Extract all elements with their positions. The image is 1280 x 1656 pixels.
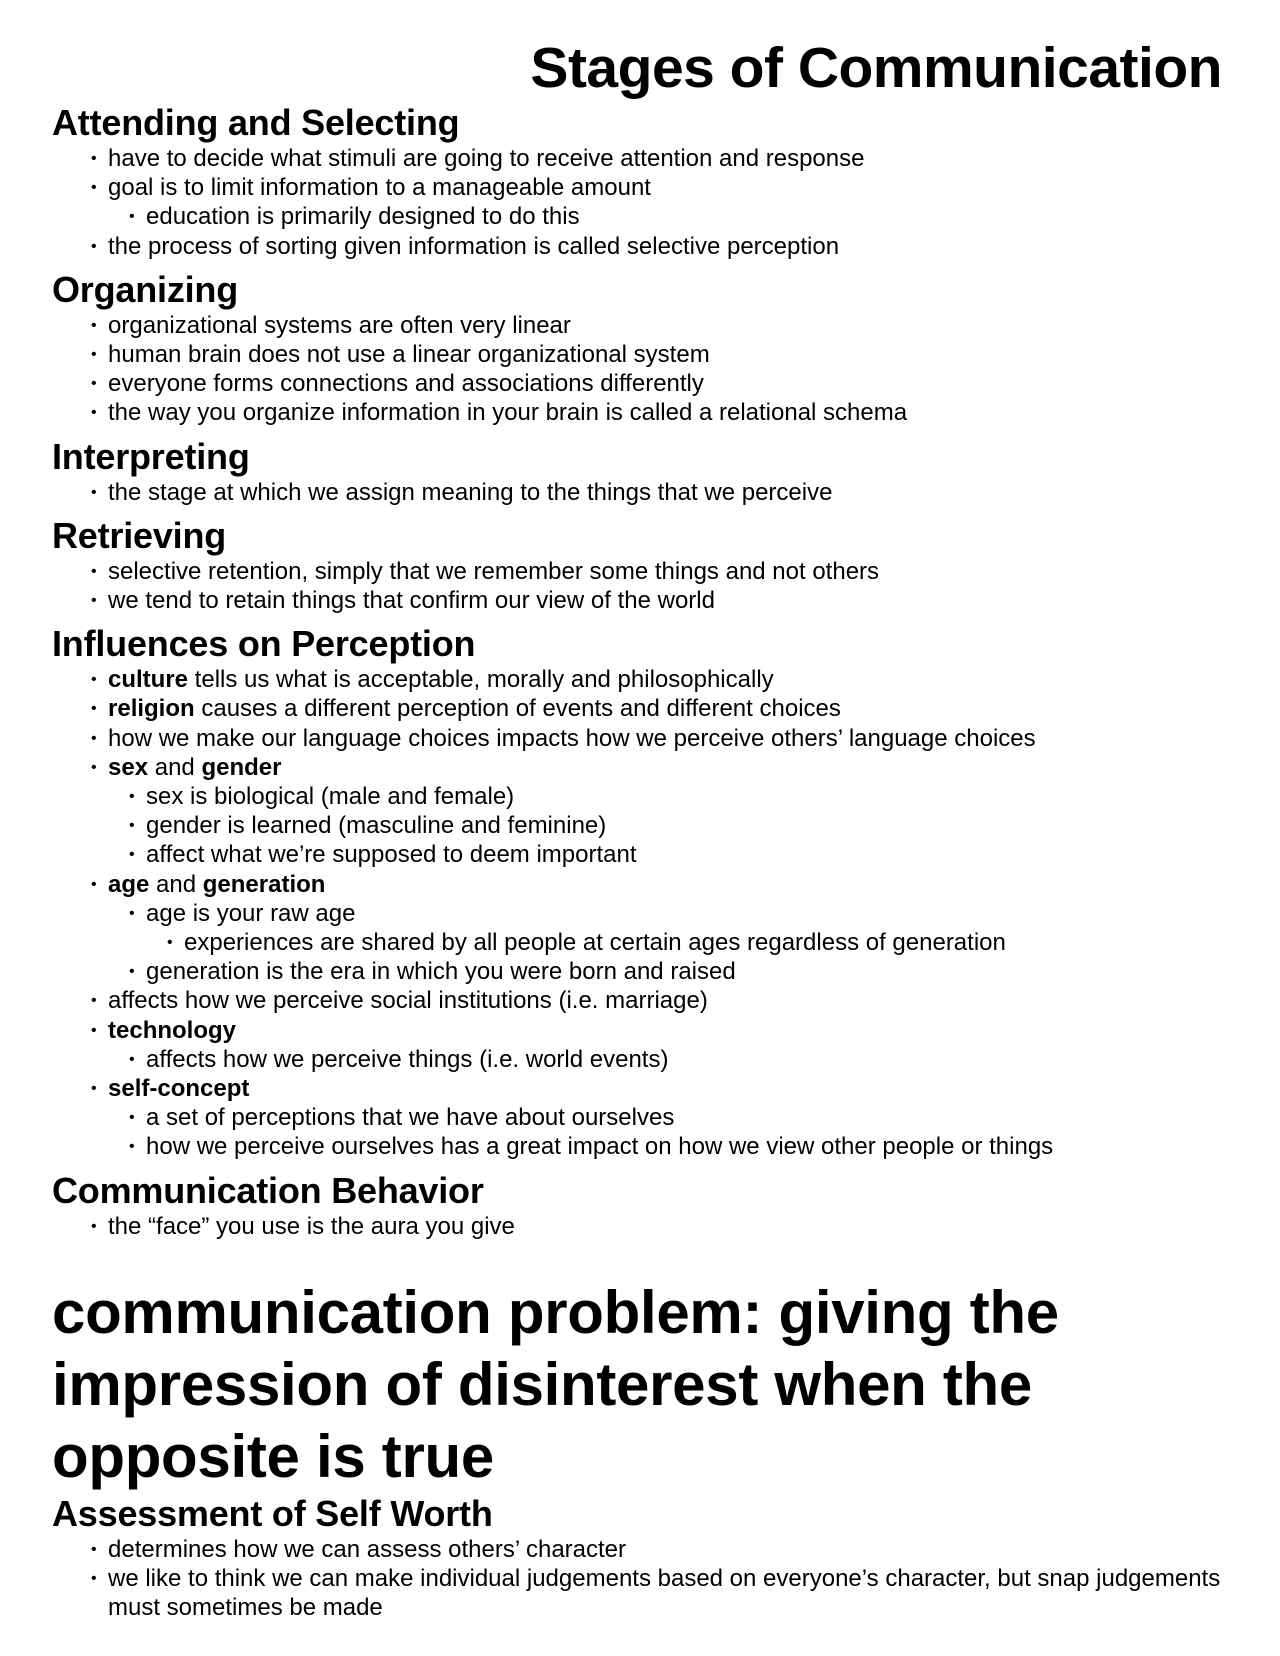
bullet-text: affects how we perceive social institutions (i.e. marriage) (108, 987, 708, 1015)
bullet-text: goal is to limit information to a manageable amount (108, 174, 651, 202)
bullet-list (52, 557, 1242, 615)
bullet-item (108, 478, 1242, 507)
bullet-text: affects how we perceive things (i.e. world events) (146, 1045, 669, 1073)
bullet-text: how we make our language choices impacts how we perceive others’ language choices (108, 724, 1036, 752)
section-heading: Organizing (52, 268, 238, 310)
bullet-item (108, 557, 1242, 586)
final-section-container (52, 1493, 1242, 1623)
bullet-item (108, 398, 1242, 427)
bullet-item (108, 1212, 1242, 1241)
bullet-text: experiences are shared by all people at certain ages regardless of generation (184, 929, 1006, 957)
bullet-text: we tend to retain things that confirm our view of the world (108, 587, 715, 615)
bold-term: culture (108, 666, 189, 694)
bullet-text: selective retention, simply that we remember some things and not others (108, 557, 880, 585)
bullet-text: causes a different perception of events and different choices (194, 695, 841, 723)
bullet-list (52, 665, 1242, 1161)
section-attending-and-selecting (52, 102, 1242, 261)
bold-term: gender (201, 753, 282, 781)
bold-term: self-concept (108, 1075, 250, 1103)
section-organizing (52, 269, 1242, 428)
section-heading: Retrieving (52, 514, 227, 556)
bullet-item (108, 753, 1242, 782)
bullet-list (52, 311, 1242, 428)
bullet-text: the “face” you use is the aura you give (108, 1212, 515, 1240)
bullet-item (108, 1564, 1242, 1622)
section-interpreting (52, 436, 1242, 507)
bullet-item (146, 1103, 1242, 1132)
bold-term: sex (108, 753, 149, 781)
section-communication-behavior (52, 1170, 1242, 1241)
bullet-item (108, 144, 1242, 173)
bullet-text: sex is biological (male and female) (146, 783, 515, 811)
bullet-item (108, 311, 1242, 340)
bullet-text: determines how we can assess others’ character (108, 1535, 627, 1563)
bullet-item (146, 957, 1242, 986)
bullet-item (108, 1074, 1242, 1103)
bullet-item (184, 928, 1242, 957)
bullet-text: organizational systems are often very linear (108, 311, 571, 339)
bullet-text: how we perceive ourselves has a great impact on how we view other people or things (146, 1133, 1054, 1161)
section-heading: Communication Behavior (52, 1169, 484, 1211)
section-assessment-of-self-worth (52, 1493, 1242, 1623)
bullet-item (108, 232, 1242, 261)
bullet-text: generation is the era in which you were born and raised (146, 958, 736, 986)
bullet-item (108, 1535, 1242, 1564)
sections-container (52, 102, 1242, 1241)
section-heading: Assessment of Self Worth (52, 1492, 493, 1534)
bullet-text: the way you organize information in your brain is called a relational schema (108, 399, 908, 427)
bold-term: religion (108, 695, 195, 723)
bullet-item (108, 340, 1242, 369)
bullet-item (108, 173, 1242, 202)
section-retrieving (52, 515, 1242, 615)
bullet-text: education is primarily designed to do this (146, 203, 580, 231)
bold-term: generation (202, 870, 326, 898)
bullet-item (146, 782, 1242, 811)
bullet-text: have to decide what stimuli are going to receive attention and response (108, 145, 865, 172)
emphasis-statement: communication problem: giving the impression of disinterest when the opposite is true (52, 1278, 1059, 1490)
bullet-text: age is your raw age (146, 899, 356, 927)
bullet-text: tells us what is acceptable, morally and philosophically (188, 666, 774, 694)
bullet-item (108, 986, 1242, 1015)
bullet-list (52, 478, 1242, 507)
bullet-item (146, 202, 1242, 231)
bullet-text: affect what we’re supposed to deem important (146, 841, 637, 869)
page-title: Stages of Communication (530, 36, 1222, 100)
bullet-text: gender is learned (masculine and feminine) (146, 812, 607, 840)
section-heading: Interpreting (52, 435, 250, 477)
bold-term: age (108, 870, 150, 898)
bullet-list (52, 1212, 1242, 1241)
bullet-item (108, 870, 1242, 899)
bullet-text: a set of perceptions that we have about ourselves (146, 1104, 675, 1132)
bullet-text: and (148, 753, 202, 781)
section-influences-on-perception (52, 623, 1242, 1161)
bullet-list (52, 144, 1242, 261)
bullet-item (146, 1132, 1242, 1161)
bullet-item (146, 840, 1242, 869)
bullet-text: the process of sorting given information is called selective perception (108, 232, 840, 260)
bullet-item (108, 369, 1242, 398)
bullet-item (146, 811, 1242, 840)
bullet-item (146, 1045, 1242, 1074)
bullet-text: we like to think we can make individual judgements based on everyone’s character, but snap judgements must sometimes be made (108, 1565, 1221, 1622)
bullet-item (108, 1016, 1242, 1045)
section-heading: Attending and Selecting (52, 102, 460, 143)
document-page (52, 36, 1242, 1631)
bullet-text: the stage at which we assign meaning to the things that we perceive (108, 478, 833, 506)
bullet-item (108, 665, 1242, 694)
bullet-item (108, 586, 1242, 615)
bullet-text: human brain does not use a linear organizational system (108, 341, 710, 369)
bullet-item (146, 899, 1242, 928)
bullet-list (52, 1535, 1242, 1623)
section-heading: Influences on Perception (52, 623, 476, 665)
bold-term: technology (108, 1016, 237, 1044)
bullet-text: everyone forms connections and associations differently (108, 370, 704, 398)
bullet-text: and (149, 870, 203, 898)
bullet-item (108, 694, 1242, 723)
bullet-item (108, 724, 1242, 753)
